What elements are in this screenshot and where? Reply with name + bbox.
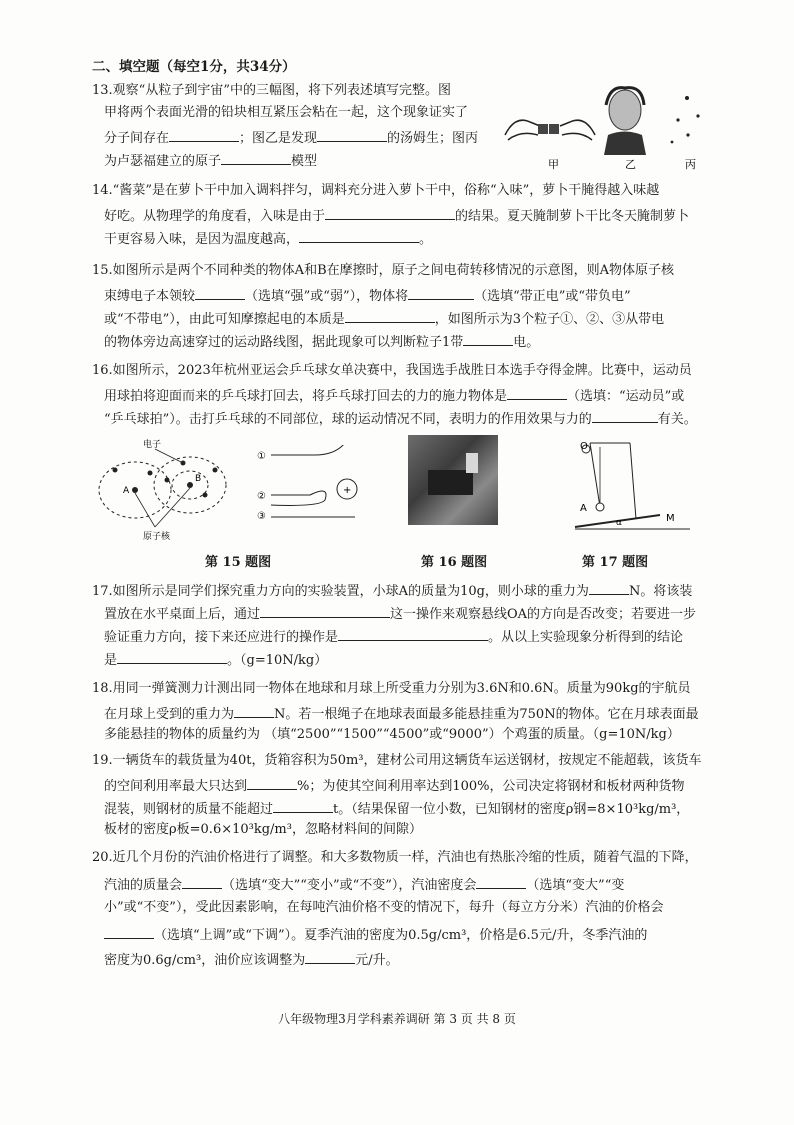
- fig16-highlight: [466, 453, 478, 473]
- q20-blank-1[interactable]: [182, 874, 222, 889]
- caption-fig17: 第 17 题图: [582, 555, 649, 570]
- q14-text: 的结果。夏天腌制萝卜干比冬天腌制萝卜: [455, 209, 690, 224]
- q19-line1: 19.一辆货车的载货量为40t，货箱容积为50m³，建材公司用这辆货车运送钢材，按规定不能超载，该货车: [92, 753, 702, 768]
- caption-fig16: 第 16 题图: [421, 555, 488, 570]
- q17-blank-3[interactable]: [338, 626, 488, 641]
- q15-line2: [104, 285, 631, 306]
- fig17-label-m: M: [666, 513, 675, 524]
- q17-line1: [92, 580, 692, 601]
- q14-text: 干更容易入味，是因为温度越高，: [104, 232, 300, 247]
- page-footer: 八年级物理3月学科素养调研 第 3 页 共 8 页: [278, 1012, 516, 1026]
- q13-figures: [500, 80, 710, 170]
- q20-text: 密度为0.6g/cm³，油价应该调整为: [104, 953, 306, 968]
- q14-blank-2[interactable]: [299, 228, 419, 243]
- q17-blank-4[interactable]: [117, 649, 227, 664]
- q19-blank-2[interactable]: [273, 798, 333, 813]
- q20-line4: [104, 924, 647, 945]
- q17-blank-1[interactable]: [589, 580, 629, 595]
- q20-line1: 20.近几个月份的汽油价格进行了调整。和大多数物质一样，汽油也有热胀冷缩的性质，随着气温的下降，: [92, 850, 698, 865]
- q13-text: 分子间存在: [104, 131, 170, 146]
- fig-jia-hands: [505, 120, 595, 140]
- q17-text: N。将该装: [628, 584, 693, 599]
- fig15-label-nucleus: 原子核: [143, 532, 171, 542]
- q20-text: 元/升。: [355, 953, 399, 968]
- q15-blank-3[interactable]: [345, 308, 435, 323]
- q18-text: N。若一根绳子在地球表面最多能悬挂重为750N的物体。它在月球表面最: [274, 707, 699, 722]
- fig17-label-alpha: α: [616, 518, 622, 528]
- fig15-p2: ②: [257, 491, 266, 502]
- q14-line2: [104, 205, 689, 226]
- q17-blank-2[interactable]: [260, 603, 390, 618]
- q15-line1: 15.如图所示是两个不同种类的物体A和B在摩擦时，原子之间电荷转移情况的示意图，则A物体原子核: [92, 263, 675, 278]
- q20-line2: [104, 874, 624, 895]
- fig15-p1: ①: [257, 451, 266, 462]
- q13-blank-3[interactable]: [221, 150, 291, 165]
- q19-text: %；为使其空间利用率达到100%，公司决定将钢材和板材两种货物: [297, 779, 685, 794]
- q13-line3: [104, 127, 478, 148]
- q16-text: 用球拍将迎面而来的乒乓球打回去，将乒乓球打回去的力的施力物体是: [104, 389, 508, 404]
- q14-line3: [104, 228, 432, 249]
- q15-text: 束缚电子本领较: [104, 289, 196, 304]
- q13-blank-1[interactable]: [169, 127, 239, 142]
- q19-line4: 板材的密度ρ板=0.6×10³kg/m³，忽略材料间的间隙）: [104, 822, 422, 837]
- fig15-label-electron: 电子: [143, 440, 162, 450]
- q20-blank-2[interactable]: [476, 874, 526, 889]
- fig15-label-a: A: [123, 486, 130, 496]
- fig-label-bing: 丙: [685, 158, 696, 170]
- q13-text: 为卢瑟福建立的原子: [104, 154, 222, 169]
- q13-line4: [104, 150, 317, 171]
- q16-text: 有关。: [657, 412, 697, 427]
- fig17-apparatus: [570, 437, 700, 537]
- q15-blank-2[interactable]: [408, 285, 474, 300]
- fig15-atoms: [95, 435, 235, 545]
- q18-text: 在月球上受到的重力为: [104, 707, 235, 722]
- fig15-plus: +: [343, 485, 352, 496]
- q18-line2: [104, 703, 699, 724]
- q19-text: 的空间利用率最大只达到: [104, 779, 248, 794]
- q15-line4: [104, 331, 539, 352]
- q16-line2: [104, 385, 684, 406]
- q14-line1: 14.“酱菜”是在萝卜干中加入调料拌匀，调料充分进入萝卜干中，俗称“入味”，萝卜干腌得越入味越: [92, 183, 660, 198]
- q19-line2: [104, 775, 685, 796]
- q17-text: 置放在水平桌面上后，通过: [104, 607, 261, 622]
- fig17-label-a: A: [580, 503, 587, 514]
- fig15-label-b: B: [195, 474, 202, 484]
- fig-label-jia: 甲: [548, 158, 559, 170]
- fig16-player-shape: [428, 470, 473, 495]
- q16-line1: 16.如图所示，2023年杭州亚运会乒乓球女单决赛中，我国选手战胜日本选手夺得金牌。比赛中，运动员: [92, 363, 692, 378]
- q16-blank-1[interactable]: [507, 385, 567, 400]
- q15-text: 或“不带电”），由此可知摩擦起电的本质是: [104, 312, 345, 327]
- q17-text: 验证重力方向，接下来还应进行的操作是: [104, 630, 339, 645]
- q20-text: 汽油的质量会: [104, 878, 183, 893]
- q15-text: （选填“强”或“弱”），物体将: [245, 289, 409, 304]
- q17-line4: [104, 649, 327, 670]
- q17-text: 是: [104, 653, 118, 668]
- q20-text: （选填“变大”“变小”或“不变”），汽油密度会: [222, 878, 477, 893]
- q18-line1: 18.用同一弹簧测力计测出同一物体在地球和月球上所受重力分别为3.6N和0.6N。质量为90kg的宇航员: [92, 681, 691, 696]
- q15-text: 的物体旁边高速穿过的运动路线图，据此现象可以判断粒子1带: [104, 335, 464, 350]
- q19-text: t。（结果保留一位小数，已知钢材的密度ρ钢=8×10³kg/m³，: [333, 802, 690, 817]
- q13-line2: 甲将两个表面光滑的铅块相互紧压会粘在一起，这个现象证实了: [104, 105, 469, 120]
- q15-blank-4[interactable]: [463, 331, 513, 346]
- q18-line3: 多能悬挂的物体的质量约为 （填“2500”“1500”“4500”或“9000”）个鸡蛋的质量。（g=10N/kg）: [104, 727, 680, 742]
- fig-label-yi: 乙: [625, 158, 636, 170]
- q20-text: （选填“变大”“变: [526, 878, 625, 893]
- q19-line3: [104, 798, 689, 819]
- q17-text: 。（g=10N/kg）: [227, 653, 328, 668]
- q16-text: “乒乓球拍”）。击打乒乓球的不同部位，球的运动情况不同，表明力的作用效果与力的: [104, 412, 592, 427]
- q15-line3: [104, 308, 664, 329]
- q13-text: ；图乙是发现: [239, 131, 318, 146]
- section-title: 二、填空题（每空1分，共34分）: [92, 59, 296, 75]
- q19-text: 混装，则钢材的质量不能超过: [104, 802, 274, 817]
- q20-blank-4[interactable]: [305, 949, 355, 964]
- caption-fig15: 第 15 题图: [205, 555, 272, 570]
- q17-line2: [104, 603, 696, 624]
- q18-blank-1[interactable]: [234, 703, 274, 718]
- fig15-particle-paths: [255, 445, 375, 535]
- q14-blank-1[interactable]: [325, 205, 455, 220]
- q20-line3: 小”或“不变”），受此因素影响，在每吨汽油价格不变的情况下，每升（每立方分米）汽油的价格会: [104, 900, 664, 915]
- q14-text: 好吃。从物理学的角度看，入味是由于: [104, 209, 326, 224]
- q17-text: 17.如图所示是同学们探究重力方向的实验装置，小球A的质量为10g，则小球的重力为: [92, 584, 589, 599]
- q13-text: 模型: [291, 154, 318, 169]
- q16-blank-2[interactable]: [592, 408, 658, 423]
- q20-blank-3[interactable]: [104, 924, 154, 939]
- q15-text: （选填“带正电”或“带负电”: [474, 289, 631, 304]
- q17-text: 。从以上实验现象分析得到的结论: [488, 630, 684, 645]
- q17-text: 这一操作来观察悬线OA的方向是否改变；若要进一步: [390, 607, 697, 622]
- q16-line3: [104, 408, 697, 429]
- q13-line1: 13.观察“从粒子到宇宙”中的三幅图，将下列表述填写完整。图: [92, 83, 451, 98]
- fig-yi-portrait: [604, 88, 646, 155]
- q13-blank-2[interactable]: [317, 127, 387, 142]
- q17-line3: [104, 626, 683, 647]
- q14-text: 。: [419, 232, 433, 247]
- q20-text: （选填“上调”或“下调”）。夏季汽油的密度为0.5g/cm³，价格是6.5元/升，冬季汽油的: [154, 928, 648, 943]
- fig16-photo: [408, 435, 498, 525]
- q16-text: （选填：“运动员”或: [567, 389, 685, 404]
- q15-text: ，如图所示为3个粒子①、②、③从带电: [434, 312, 665, 327]
- fig-bing-atom: [671, 96, 700, 143]
- q13-text: 的汤姆生；图丙: [387, 131, 479, 146]
- q15-blank-1[interactable]: [195, 285, 245, 300]
- fig17-label-o: O: [580, 441, 588, 452]
- q15-text: 电。: [513, 335, 540, 350]
- q20-line5: [104, 949, 399, 970]
- fig15-p3: ③: [257, 511, 266, 522]
- q19-blank-1[interactable]: [247, 775, 297, 790]
